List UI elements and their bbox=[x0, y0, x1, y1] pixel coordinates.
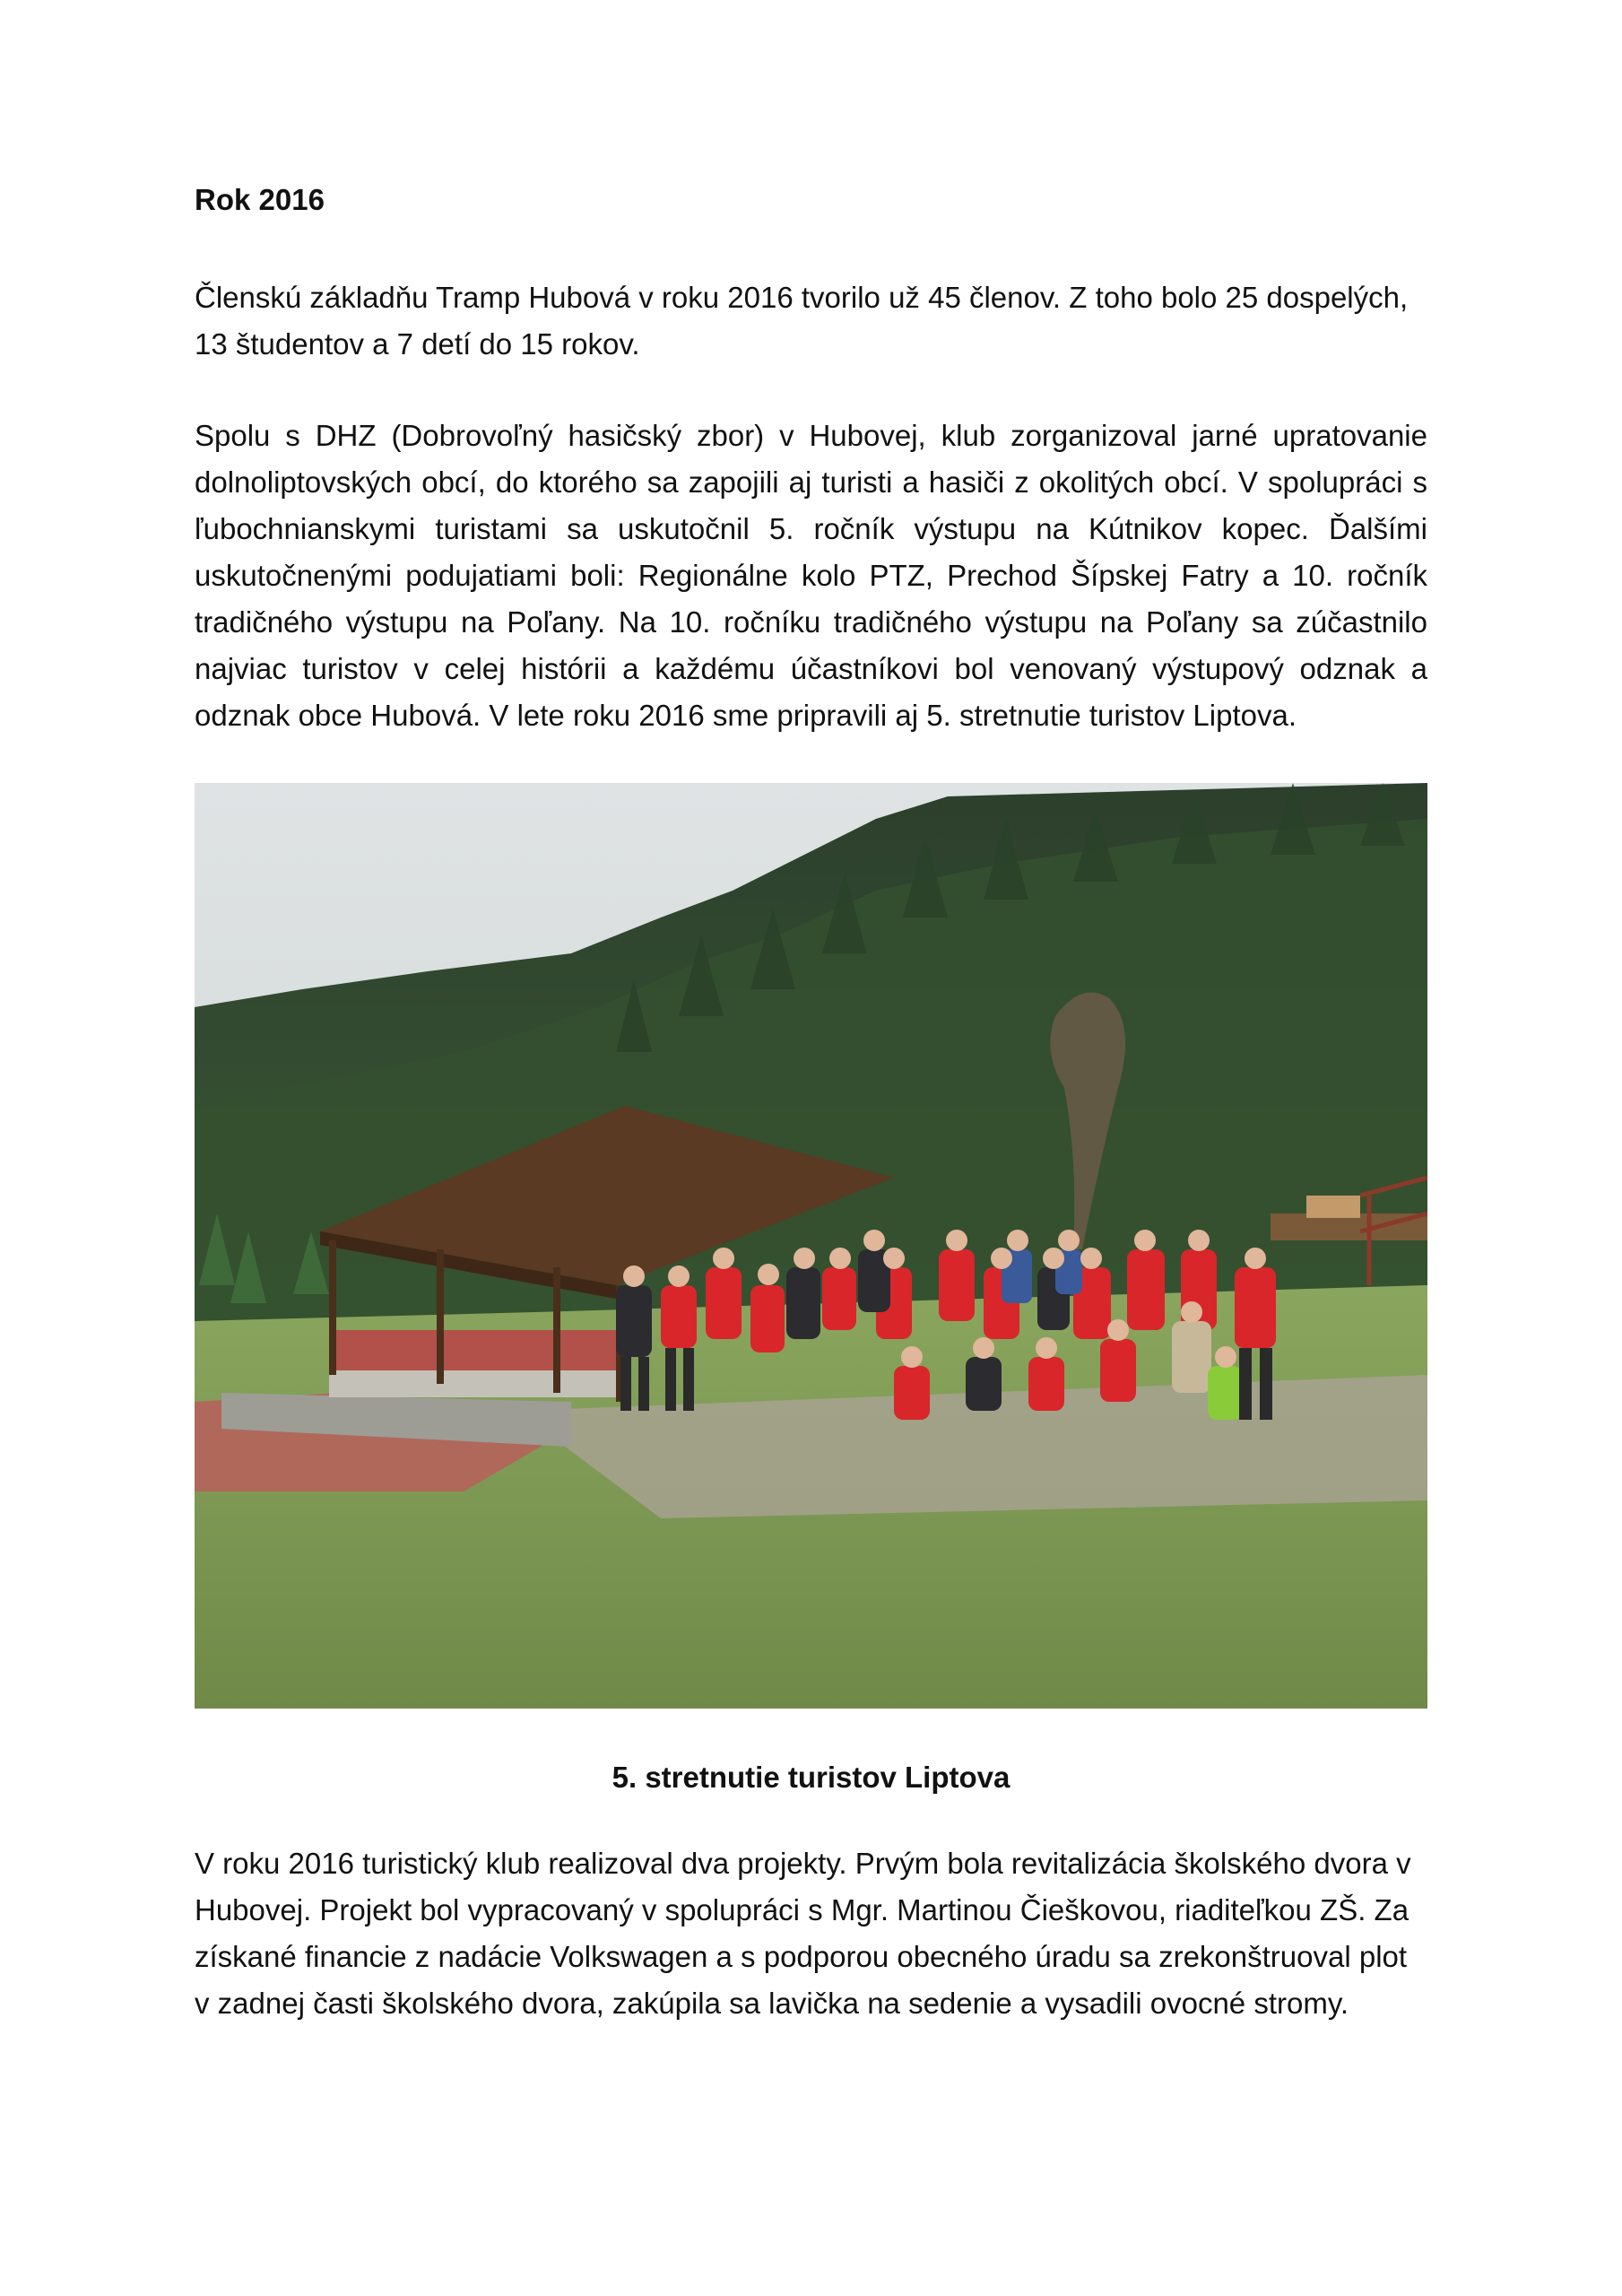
paragraph-projects: V roku 2016 turistický klub realizoval dva projekty. Prvým bola revitalizácia školského dvora v Hubovej. Projekt bol vypracovaný v spolupráci s Mgr. Martinou Čieškovou, riaditeľkou ZŠ. Za získané financie z nadácie Volkswagen a s podporou obecného úradu sa zrekonštruoval plot v zadnej časti školského dvora, zakúpila sa lavička na sedenie a vysadili ovocné stromy. bbox=[195, 1847, 1411, 2020]
group-photo-illustration bbox=[195, 783, 1427, 1709]
group-photo bbox=[195, 783, 1427, 1709]
page-heading: Rok 2016 bbox=[195, 183, 325, 216]
photo-caption: 5. stretnutie turistov Liptova bbox=[612, 1761, 1010, 1794]
paragraph-members: Členskú základňu Tramp Hubová v roku 2016 tvorilo už 45 členov. Z toho bolo 25 dospelých, 13 študentov a 7 detí do 15 rokov. bbox=[195, 281, 1409, 361]
paragraph-events: Spolu s DHZ (Dobrovoľný hasičský zbor) v Hubovej, klub zorganizoval jarné upratovanie dolnoliptovských obcí, do ktorého sa zapojili aj turisti a hasiči z okolitých obcí. V spolupráci s ľubochnianskymi turistami sa uskutočnil 5. ročník výstupu na Kútnikov kopec. Ďalšími uskutočnenými podujatiami boli: Regionálne kolo PTZ, Prechod Šípskej Fatry a 10. ročník tradičného výstupu na Poľany. Na 10. ročníku tradičného výstupu na Poľany sa zúčastnilo najviac turistov v celej histórii a každému účastníkovi bol venovaný výstupový odznak a odznak obce Hubová. V lete roku 2016 sme pripravili aj 5. stretnutie turistov Liptova. bbox=[195, 419, 1427, 732]
